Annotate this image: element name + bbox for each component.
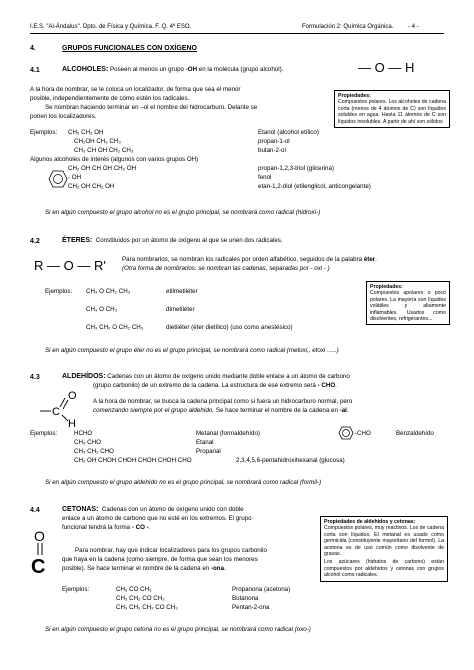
eteres-ej-label: Ejemplos:	[45, 288, 73, 295]
cetonas-properties-box	[320, 516, 448, 582]
benzene-ring-icon	[338, 426, 354, 440]
alcohol-formula-3: CH₃ CH OH CH₂ CH₃	[74, 147, 134, 154]
alcoholes-para1b: posible, independientemente de cómo estén los radicales.	[30, 95, 190, 102]
aldehidos-number: 4.3	[30, 374, 40, 381]
svg-text:O: O	[34, 528, 45, 544]
ketone-formula-2: CH₃ CH₂ CO CH₃	[116, 595, 165, 602]
ketone-structure-icon	[30, 527, 52, 579]
box-title: Propiedades de aldehídos y cetonas:	[324, 519, 416, 525]
aldehyde-formula-1: HCHO	[74, 430, 93, 437]
alcoholes-properties-box	[334, 90, 450, 128]
alcoholes-heading: ALCOHOLES: Poseen al menos un grupo -OH en la molécula (grupo alcohol).	[62, 66, 284, 73]
box-title: Propiedades:	[370, 284, 403, 290]
cetonas-intro-b: enlace a un átomo de carbono que no esté en los extremos. El grupo	[62, 515, 252, 522]
svg-text:O: O	[68, 390, 77, 402]
section-number: 4.	[30, 45, 36, 52]
aldehyde-name-4: 2,3,4,5,6-pentahidroxihexanal (glucosa)	[236, 457, 345, 464]
alcohol-name-3: butan-2-ol	[258, 147, 286, 154]
aldehyde-name-1: Metanal (formaldehído)	[196, 430, 260, 437]
ether-name-1: etilmetiléter	[166, 288, 198, 295]
known-name-1: propan-1,2,3-triol (glicerina)	[258, 165, 335, 172]
eteres-note: Si en algún compuesto el grupo éter no es el grupo principal, se nombrará como radical (metoxi,, etoxi …..)	[45, 347, 339, 354]
box-title: Propiedades:	[338, 93, 371, 99]
svg-text:H: H	[68, 418, 76, 428]
box-text: Compuestos polares. Los alcoholes de cadena corta (menos de 4 átomos de C) son líquidos solubles en agua. Hasta 11 átomos de C son líquidos insolubles. A partir de ahí son sólidos	[338, 99, 446, 125]
alcohol-formula-1: CH₃ CH₂ OH	[68, 129, 104, 136]
aldehyde-formula-4: CH₂ OH CHOH CHOH CHOH CHOH CHO	[74, 457, 192, 464]
ketone-formula-1: CH₃ CO CH₃	[116, 586, 152, 593]
aldehidos-intro-a: ALDEHÍDOS: Cadenas con un átomo de oxígeno unido mediante doble enlace a un átomo de carbono	[62, 373, 350, 380]
ketone-name-3: Pentan-2-ona	[232, 604, 270, 611]
page-number: - 4 -	[408, 24, 419, 30]
eteres-number: 4.2	[30, 238, 40, 245]
ether-name-3: dietiléter (éter dietílico) (uso como anestésico)	[166, 324, 293, 331]
ketone-name-2: Butanona	[232, 595, 259, 602]
alcoholes-note: Si en algún compuesto el grupo alcohol no es el grupo principal, se nombrará como radical (hidroxi-)	[45, 209, 321, 216]
box-text-2: Los azúcares (hidratos de carbono) están compuestos por aldehídos y cetonas con grupos alcohol como radicales.	[324, 559, 444, 579]
aldehyde-formula-3: CH₃ CH₂ CHO	[74, 448, 114, 455]
aldehidos-para1a: A la hora de nombrar, se busca la cadena principal como si fuera un hidrocarburo normal, pero	[93, 398, 353, 405]
cetonas-intro-a: CETONAS: Cadenas con un átomo de oxígeno unido con doble	[62, 506, 244, 513]
alcoholes-number: 4.1	[30, 67, 40, 74]
eteres-para1a: Para nombrarlos, se nombran los radicales por orden alfabético, seguidos de la palabra éter.	[122, 256, 377, 263]
eteres-heading: ÉTERES: Constituidos por un átomo de oxígeno al que se unen dos radicales.	[62, 237, 283, 244]
ketone-name-1: Propanona (acetona)	[232, 586, 291, 593]
aldehyde-name-3: Propanal	[196, 448, 221, 455]
cetonas-para1c: posible). Se hace terminar el nombre de la cadena en -ona.	[62, 565, 226, 572]
benzaldehyde-formula: -CHO	[355, 430, 371, 437]
aldehidos-note: Si en algún compuesto el grupo aldehído no es el grupo principal, se nombrará como radical (formil-)	[45, 479, 322, 486]
cetonas-intro-c: funcional tendrá la forma - CO -.	[62, 524, 151, 531]
alcohol-name-2: propan-1-ol	[258, 138, 290, 145]
alcohol-formula-2: CH₂OH CH₂ CH₃	[74, 138, 121, 145]
known-formula-3: CH₂ OH CH₂ OH	[68, 183, 115, 190]
alcohol-name-1: Etanol (alcohol etílico)	[258, 129, 319, 136]
ether-name-2: dimetiléter	[166, 306, 195, 313]
eteres-properties-box	[366, 281, 450, 325]
header-rule	[30, 33, 444, 34]
svg-text:C: C	[31, 556, 46, 578]
eteres-para1b: (Otra forma de nombrarlos: se nombran las cadenas, separadas por - oxi - )	[122, 265, 330, 272]
benzaldehyde-name: Benzaldehído	[396, 430, 434, 437]
alcoholes-para1a: A la hora de nombrar, se le coloca un localizador, de forma que sea el menor	[30, 86, 241, 93]
header-left: I.E.S. "Al-Ándalus". Dpto. de Física y Química. F. Q. 4º ESO.	[30, 24, 192, 30]
aldehyde-formula-2: CH₃ CHO	[74, 439, 101, 446]
aldehyde-structure-icon	[38, 388, 88, 428]
alcoholes-para2a: Se nombran haciendo terminar en –ol el nombre del hidrocarburo. Delante se	[45, 104, 258, 111]
alcoholes-ej-label: Ejemplos:	[30, 129, 58, 136]
cetonas-para1b: que haya en la cadena (como siempre, de forma que sean los menores	[62, 556, 258, 563]
cetonas-ej-label: Ejemplos:	[62, 586, 90, 593]
aldehyde-name-2: Etanal	[196, 439, 214, 446]
known-formula-2: - OH	[68, 174, 82, 181]
benzene-ring-icon	[48, 170, 68, 188]
ether-formula-3: CH₃ CH₂ O CH₂ CH₃	[86, 324, 144, 331]
section-title: GRUPOS FUNCIONALES CON OXÍGENO	[62, 45, 197, 52]
svg-text:C: C	[52, 406, 60, 418]
ether-formula-2: CH₃ O CH₃	[86, 306, 118, 313]
hydroxyl-formula: — O — H	[358, 60, 415, 75]
ketone-formula-3: CH₃ CH₂ CH₂ CO CH₃	[116, 604, 178, 611]
aldehidos-para1b: comenzando siempre por el grupo aldehído. Se hace terminar el nombre de la cadena en -al.	[93, 407, 349, 414]
cetonas-para1a: Para nombrar, hay que indicar localizadores para los grupos carbonilo	[75, 547, 267, 554]
alcoholes-para2b: ponen los localizadores.	[30, 113, 97, 120]
cetonas-note: Si en algún compuesto el grupo cetona no es el grupo principal, se nombrará como radical (oxo-)	[45, 626, 311, 633]
box-text-1: Compuestos polares, muy reactivos. Los de cadena corta son líquidos. El metanal es usado como germicida (constituyente mayoritario del formol). La acetona es de uso común como disolvente de grasas.	[324, 525, 444, 558]
aldehidos-intro-b: (grupo carbonilo) de un extremo de la cadena. La estructura de ese extremo será - CHO.	[93, 382, 337, 389]
ether-formula: R — O — R'	[34, 258, 106, 273]
aldehidos-ej-label: Ejemplos:	[30, 430, 58, 437]
ether-formula-1: CH₃ O CH₂ CH₃	[86, 288, 131, 295]
cetonas-number: 4.4	[30, 507, 40, 514]
known-name-3: etan-1,2-diol (etilenglicol, anticongelante)	[258, 183, 371, 190]
header-right: Formulación 2: Química Orgánica.	[302, 24, 394, 30]
known-formula-1: CH₂ OH CH OH CH₂ OH	[68, 165, 137, 172]
alcoholes-known-label: Algunos alcoholes de interés (algunos con varios grupos OH)	[30, 156, 199, 163]
known-name-2: fenol	[258, 174, 272, 181]
box-text: Compuestos apolares o poco polares. La mayoría son líquidos volátiles y altamente inflamables. Usados como disolventes, refrigerantes...	[370, 290, 446, 323]
